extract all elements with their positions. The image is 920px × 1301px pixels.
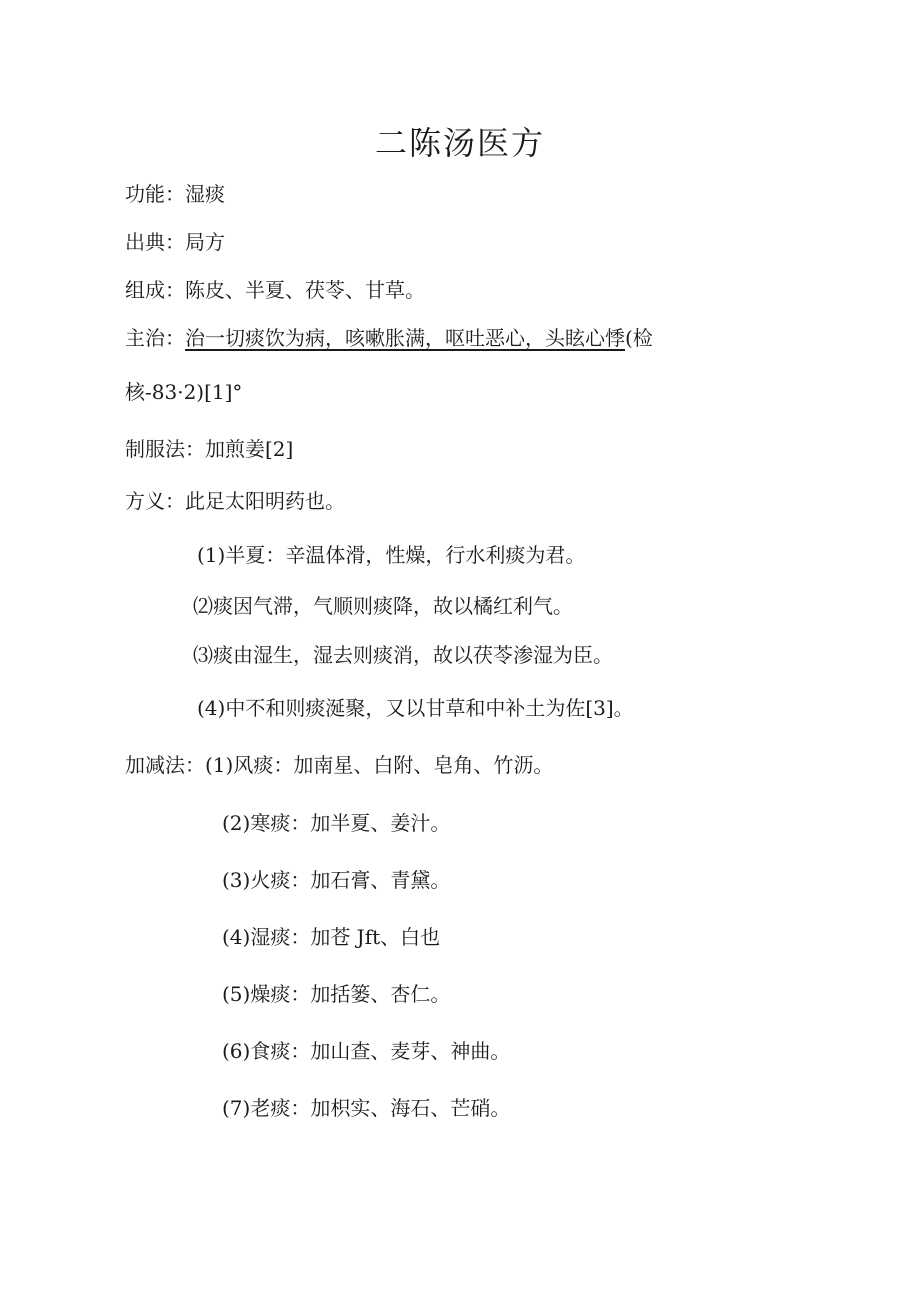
modification-item: (6)食痰：加山查、麦芽、神曲。 xyxy=(222,1039,511,1063)
explanation-row xyxy=(125,487,345,515)
source-label: 出典： xyxy=(125,230,185,254)
page-title: 二陈汤医方 xyxy=(374,124,545,162)
explanation-item: (1)半夏：辛温体滑，性燥，行水利痰为君。 xyxy=(197,543,586,567)
indication-label: 主治： xyxy=(125,326,185,350)
explanation-item: ⑵痰因气滞，气顺则痰降，故以橘红利气。 xyxy=(193,594,573,618)
indication-tail: (检 xyxy=(625,326,653,350)
function-row xyxy=(125,180,225,208)
modification-item: (3)火痰：加石膏、青黛。 xyxy=(222,868,451,892)
modification-item: (7)老痰：加枳实、海石、芒硝。 xyxy=(222,1096,511,1120)
modification-item: (1)风痰：加南星、白附、皂角、竹沥。 xyxy=(205,753,554,777)
modification-item: (5)燥痰：加括篓、杏仁。 xyxy=(222,982,451,1006)
modifications-row xyxy=(125,751,553,779)
indication-row xyxy=(125,324,653,352)
explanation-item: ⑶痰由湿生，湿去则痰消，故以茯苓渗湿为臣。 xyxy=(193,643,613,667)
explanation-value: 此足太阳明药也。 xyxy=(185,489,345,513)
preparation-value: 加煎姜[2] xyxy=(205,437,294,461)
function-label: 功能： xyxy=(125,182,185,206)
composition-value: 陈皮、半夏、茯苓、甘草。 xyxy=(185,278,425,302)
modification-item: (2)寒痰：加半夏、姜汁。 xyxy=(222,811,451,835)
source-value: 局方 xyxy=(185,230,225,254)
modification-item: (4)湿痰：加苍 Jft、白也 xyxy=(222,925,441,949)
composition-label: 组成： xyxy=(125,278,185,302)
explanation-label: 方义： xyxy=(125,489,185,513)
composition-row xyxy=(125,276,425,304)
explanation-item: (4)中不和则痰涎聚，又以甘草和中补土为佐[3]。 xyxy=(197,696,634,720)
modifications-label: 加减法： xyxy=(125,753,205,777)
preparation-row xyxy=(125,435,293,463)
function-value: 湿痰 xyxy=(185,182,225,206)
indication-continuation: 核-83·2)[1]° xyxy=(125,380,243,404)
indication-underlined-text: 治一切痰饮为病，咳嗽胀满，呕吐恶心，头眩心悸 xyxy=(185,326,625,350)
preparation-label: 制服法： xyxy=(125,437,205,461)
source-row xyxy=(125,228,225,256)
